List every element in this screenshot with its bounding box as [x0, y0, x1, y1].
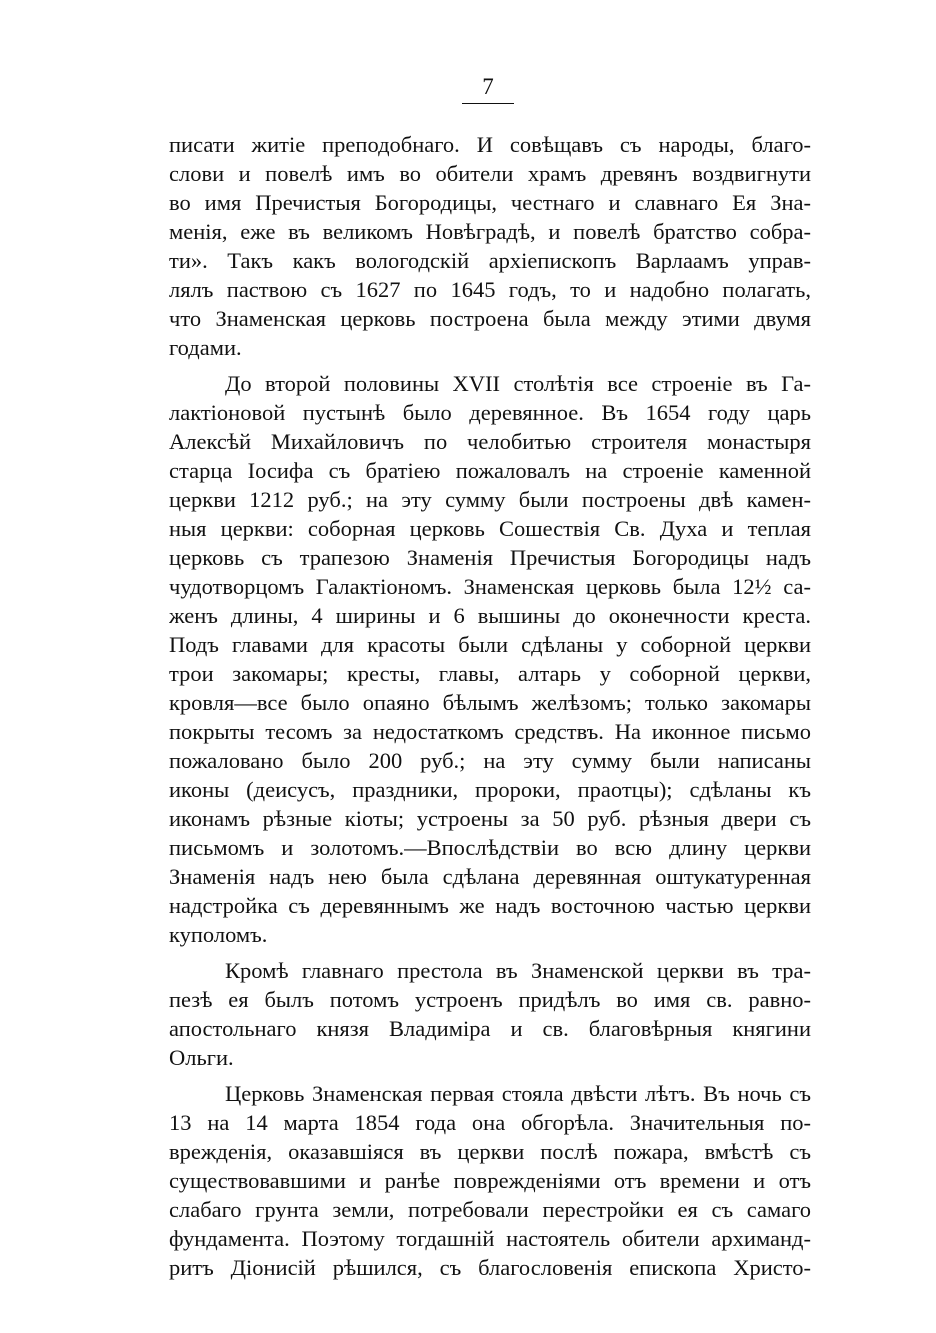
text-line: покрыты тесомъ за недостаткомъ средствъ. На иконное письмо [169, 719, 811, 744]
text-line: кровля—все было опаяно бѣлымъ желѣзомъ; только закомары [169, 690, 811, 715]
text-line: пезѣ ея былъ потомъ устроенъ придѣлъ во имя св. равно- [169, 987, 811, 1012]
text-line: надстройка съ деревяннымъ же надъ восточною частью церкви [169, 893, 811, 918]
text-line: До второй половины XVII столѣтія все строеніе въ Га- [225, 371, 811, 396]
paragraph-gap [169, 362, 811, 369]
text-line: письмомъ и золотомъ.—Впослѣдствіи во всю длину церкви [169, 835, 811, 860]
paragraph-3 [169, 956, 811, 1072]
text-line: апостольнаго князя Владиміра и св. благовѣрныя княгини [169, 1016, 811, 1041]
text-line: иконы (деисусъ, праздники, пророки, праотцы); сдѣланы къ [169, 777, 811, 802]
text-line: годами. [169, 335, 242, 360]
page-number-rule [462, 103, 514, 104]
text-line: слабаго грунта земли, потребовали перестройки ея съ самаго [169, 1197, 811, 1222]
text-line: что Знаменская церковь построена была между этими двумя [169, 306, 811, 331]
text-line: фундамента. Поэтому тогдашній настоятель обители архиманд- [169, 1226, 811, 1251]
text-line: ныя церкви: соборная церковь Сошествія Св. Духа и теплая [169, 516, 811, 541]
text-line: ритъ Діонисій рѣшился, съ благословенія епископа Христо- [169, 1255, 811, 1280]
paragraph-1 [169, 130, 811, 362]
paragraph-4 [169, 1079, 811, 1282]
text-line: старца Іосифа съ братіею пожаловалъ на строеніе каменной [169, 458, 811, 483]
text-line: менія, еже въ великомъ Новѣградѣ, и повелѣ братство собра- [169, 219, 811, 244]
text-line: церкви 1212 руб.; на эту сумму были построены двѣ камен- [169, 487, 811, 512]
text-line: куполомъ. [169, 922, 268, 947]
text-line: Ольги. [169, 1045, 234, 1070]
text-line: чудотворцомъ Галактіономъ. Знаменская церковь была 12½ са- [169, 574, 811, 599]
text-line: писати житіе преподобнаго. И совѣщавъ съ народы, благо- [169, 132, 811, 157]
text-line: церковь съ трапезою Знаменія Пречистыя Богородицы надъ [169, 545, 811, 570]
text-line: трои закомары; кресты, главы, алтарь у соборной церкви, [169, 661, 811, 686]
text-line: ти». Такъ какъ вологодскій архіепископъ Варлаамъ управ- [169, 248, 811, 273]
text-line: Знаменія надъ нею была сдѣлана деревянная оштукатуренная [169, 864, 811, 889]
body-text [169, 130, 811, 1282]
text-line: врежденія, оказавшіяся въ церкви послѣ пожара, вмѣстѣ съ [169, 1139, 811, 1164]
text-line: лактіоновой пустынѣ было деревянное. Въ 1654 году царь [169, 400, 811, 425]
paragraph-gap [169, 949, 811, 956]
text-line: во имя Пречистыя Богородицы, честнаго и славнаго Ея Зна- [169, 190, 811, 215]
text-line: слови и повелѣ имъ во обители храмъ древянъ воздвигнути [169, 161, 811, 186]
text-line: лялъ паствою съ 1627 по 1645 годъ, то и надобно полагать, [169, 277, 811, 302]
text-line: Церковь Знаменская первая стояла двѣсти лѣтъ. Въ ночь съ [225, 1081, 811, 1106]
text-line: пожаловано было 200 руб.; на эту сумму были написаны [169, 748, 811, 773]
text-line: женъ длины, 4 ширины и 6 вышины до оконечности креста. [169, 603, 811, 628]
text-line: 13 на 14 марта 1854 года она обгорѣла. Значительныя по- [169, 1110, 811, 1135]
text-line: Кромѣ главнаго престола въ Знаменской церкви въ тра- [225, 958, 811, 983]
text-line: иконамъ рѣзные кіоты; устроены за 50 руб. рѣзныя двери съ [169, 806, 811, 831]
paragraph-2 [169, 369, 811, 949]
page-number: 7 [482, 74, 494, 99]
text-line: Подъ главами для красоты были сдѣланы у соборной церкви [169, 632, 811, 657]
text-line: существовавшими и ранѣе поврежденіями отъ времени и отъ [169, 1168, 811, 1193]
paragraph-gap [169, 1072, 811, 1079]
text-line: Алексѣй Михайловичъ по челобитью строителя монастыря [169, 429, 811, 454]
